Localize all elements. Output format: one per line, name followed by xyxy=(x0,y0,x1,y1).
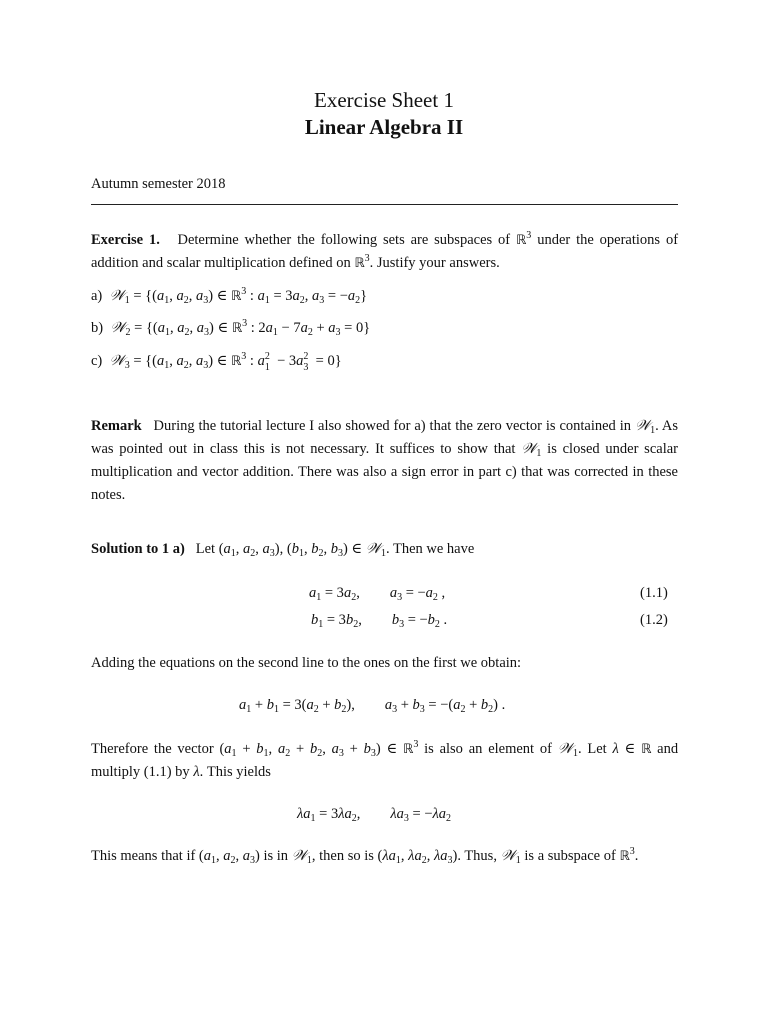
remark-paragraph: Remark During the tutorial lecture I also showed for a) that the zero vector is contained in 𝒲$_1$. As was pointed out in class this is not necessary. It suffices to show that 𝒲$_1$ is closed under scalar multiplication and vector addition. There was also a sign error in part c) that was corrected in these notes. xyxy=(91,418,678,503)
item-c-label: c) xyxy=(91,353,103,369)
conclusion-text-4: . Thus, xyxy=(457,848,497,864)
exercise-intro-text-1: Determine whether the following sets are subspaces of xyxy=(177,232,511,248)
therefore-paragraph: Therefore the vector ($a_1 + b_1$, $a_2 + b_2$, $a_3 + b_3$) ∈ ℝ$^3$ is also an element of 𝒲$_1$. Let λ ∈ ℝ and multiply (1.1) by λ. This yields xyxy=(91,739,679,780)
course-title: Linear Algebra II xyxy=(304,115,464,139)
remark-text-2: . As was pointed out in class this is not necessary. It suffices to show that xyxy=(91,418,678,457)
remark-text-1: During the tutorial lecture I also showed for a) that the zero vector is contained in xyxy=(153,418,632,434)
exercise-item-a: a) 𝒲$_1$ = {($a_1$, $a_2$, $a_3$) ∈ ℝ$^3$ : $a_1 = 3a_2$, $a_3 = -a_2$} xyxy=(91,286,368,306)
yields-text: . This yields xyxy=(199,764,271,780)
solution-then-text: . Then we have xyxy=(385,541,475,557)
exercise-intro-text-3: . Justify your answers. xyxy=(369,255,500,271)
also-element-text: is also an element of xyxy=(424,741,552,757)
conclusion-sentence: This means that if ($a_1$, $a_2$, $a_3$) is in 𝒲$_1$, then so is ($\lambda a_1$, $\lambda a_2$, $\lambda a_3$). Thus, 𝒲$_1$ is a subspace of ℝ$^3$. xyxy=(91,846,639,866)
item-b-label: b) xyxy=(91,320,104,336)
header-divider xyxy=(91,204,678,205)
conclusion-text-5: is a subspace of xyxy=(524,848,616,864)
equation-lambda: $\lambda a_1 = 3\lambda a_2$, $\lambda a_3 = -\lambda a_2$ xyxy=(297,806,452,824)
solution-label: Solution to 1 a) xyxy=(91,541,185,557)
exercise-intro-text-2: under the operations of addition and scalar multiplication defined on xyxy=(91,232,679,271)
equation-number-1-2: (1.2) xyxy=(640,612,668,628)
solution-intro: Solution to 1 a) Let ($a_1$, $a_2$, $a_3$), ($b_1$, $b_2$, $b_3$) ∈ 𝒲$_1$. Then we have xyxy=(91,541,475,559)
let-lambda-text: . Let xyxy=(577,741,607,757)
and-text: and xyxy=(657,741,679,757)
item-a-label: a) xyxy=(91,288,103,304)
remark-text-3: is closed under scalar multiplication and vector addition. There was also a sign error in part c) that was corrected in these notes. xyxy=(91,441,678,503)
therefore-text: Therefore the vector xyxy=(91,741,214,757)
conclusion-text-2: is in xyxy=(263,848,289,864)
semester-label: Autumn semester 2018 xyxy=(91,176,226,192)
sheet-title: Exercise Sheet 1 xyxy=(314,88,454,112)
multiply-text: multiply (1.1) by xyxy=(91,764,190,780)
equation-sum: $a_1 + b_1 = 3(a_2 + b_2)$, $a_3 + b_3 = -(a_2 + b_2)$ . xyxy=(239,697,506,715)
remark-label: Remark xyxy=(91,418,142,434)
exercise-item-b: b) 𝒲$_2$ = {($a_1$, $a_2$, $a_3$) ∈ ℝ$^3$ : $2a_1 - 7a_2 + a_3 = 0$} xyxy=(91,318,371,338)
exercise-item-c: c) 𝒲$_3$ = {($a_1$, $a_2$, $a_3$) ∈ ℝ$^3$ : a2 1 − 3a2 3 = 0} xyxy=(91,351,342,373)
conclusion-text-3: , then so is xyxy=(311,848,374,864)
adding-sentence: Adding the equations on the second line to the ones on the first we obtain: xyxy=(91,655,522,671)
equation-number-1-1: (1.1) xyxy=(640,585,668,601)
equation-1-1: $a_1 = 3a_2$, $a_3 = -a_2$ , xyxy=(309,585,446,603)
exercise-intro: Exercise 1. Determine whether the following sets are subspaces of ℝ$^3$ under the operations of addition and scalar multiplication defined on ℝ$^3$. Justify your answers. xyxy=(91,230,679,271)
exercise-label: Exercise 1. xyxy=(91,232,160,248)
equation-1-2: $b_1 = 3b_2$, $b_3 = -b_2$ . xyxy=(311,612,448,630)
conclusion-text-1: This means that if xyxy=(91,848,196,864)
solution-let-text: Let xyxy=(195,541,216,557)
